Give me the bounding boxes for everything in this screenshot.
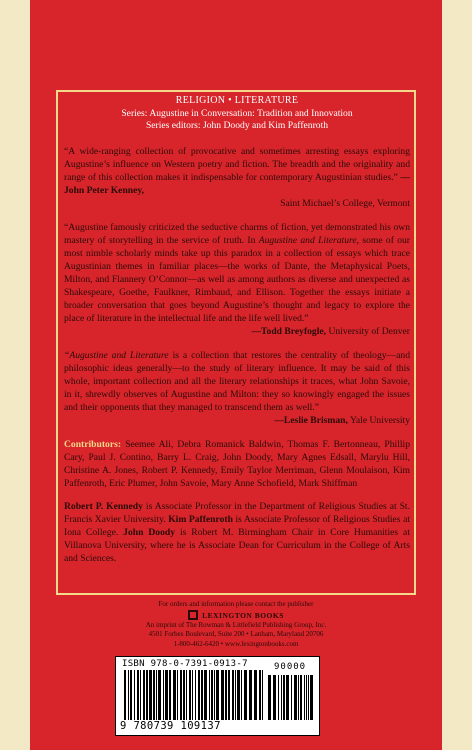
- publisher-name: LEXINGTON BOOKS: [202, 610, 284, 620]
- blurb-brisman: [64, 349, 410, 427]
- category-title: RELIGION • LITERATURE: [175, 95, 299, 106]
- publisher-block: [30, 600, 442, 649]
- bio-text-kennedy: is Associate Professor in the Department of Religious Studies at St. Francis Xavier University.: [64, 500, 411, 525]
- blurb-text: is a collection that restores the centrality of theology—and philosophic ideas generally—to the study of literary influence. It may be said of this whole, important collection and all the literary relationships it traces, what John Savoie, in it, shrewdly observes of Augustine and Milton: they so knowingly engaged the issues and their opponents that they managed to transcend them as well.”: [64, 349, 410, 413]
- blurb-affiliation: Saint Michael’s College, Vermont: [280, 197, 410, 209]
- blurb-book-title: Augustine and Literature: [258, 234, 357, 246]
- series-line: Series: Augustine in Conversation: Tradition and Innovation: [121, 107, 353, 119]
- blurb-kenney: [64, 145, 410, 210]
- right-cream-border: [448, 0, 472, 750]
- blurb-author: —John Peter Kenney,: [64, 171, 410, 196]
- series-header: [64, 95, 410, 133]
- imprint-line: An imprint of The Rowman & Littlefield Publishing Group, Inc.: [145, 621, 327, 630]
- contributors-label: Contributors:: [64, 438, 122, 450]
- blurb-text: “A wide-ranging collection of provocative and sometimes arresting essays exploring Augustine’s influence on Western poetry and fiction. The breadth and the originality and range of this collection makes it indispensable for contemporary Augustinian studies.”: [64, 145, 410, 183]
- bio-text-doody: is Robert M. Birmingham Chair in Core Humanities at Villanova University, where he is Associate Dean for Curriculum in the College of Arts and Sciences.: [64, 526, 410, 564]
- bio-text-paffenroth: is Associate Professor of Religious Studies at Iona College.: [64, 513, 410, 538]
- blurb-text-b: , some of our most nimble scholarly minds take up this paradox in a collection of essays which trace Augustinian themes in familiar places—the works of Dante, the Metaphysical Poets, Milton, and Flannery O’Connor—as well as among authors as diverse and unexpected as Shakespeare, Goethe, Faulkner, Rimbaud, and Ellison. Together the essays initiate a broader conversation that goes beyond Augustine’s thought and legacy to explore the place of literature in the intellectual life and the life well lived.”: [64, 234, 410, 324]
- editor-bios: [64, 500, 410, 565]
- bio-name-paffenroth: Kim Paffenroth: [168, 513, 233, 525]
- isbn-barcode: [115, 656, 320, 736]
- left-cream-border: [0, 0, 24, 750]
- blurb-author: —Todd Breyfogle,: [251, 325, 327, 337]
- address-line: 4501 Forbes Boulevard, Suite 200 • Lanham, Maryland 20706: [148, 630, 324, 639]
- orders-line: For orders and information please contact the publisher: [158, 600, 314, 608]
- contributors-block: [64, 438, 410, 490]
- contact-line: 1-800-462-6420 • www.lexingtonbooks.com: [173, 639, 299, 648]
- bio-name-doody: John Doody: [123, 526, 176, 538]
- barcode-addon-bars-icon: [268, 675, 314, 720]
- cover-text: [64, 95, 410, 565]
- bio-name-kennedy: Robert P. Kennedy: [64, 500, 143, 512]
- barcode-bars-icon: [124, 670, 264, 720]
- editors-line: Series editors: John Doody and Kim Paffenroth: [145, 120, 329, 131]
- blurb-breyfogle: [64, 221, 410, 338]
- blurb-author: —Leslie Brisman,: [274, 414, 348, 426]
- contributors-names: Seemee Ali, Debra Romanick Baldwin, Thomas F. Bertonneau, Phillip Cary, Paul J. Contino, Barry L. Craig, John Doody, Mary Agnes Edsall, Marylu Hill, Christine A. Jones, Robert P. Kennedy, Emily Taylor Merriman, Glenn Moulaison, Kim Paffenroth, Eric Plumer, John Savoie, Mary Anne Schofield, Mark Shiffman: [64, 438, 410, 489]
- blurb-book-title: “Augustine and Literature: [64, 349, 169, 361]
- price-code: 90000: [274, 662, 307, 672]
- blurb-text-a: “Augustine famously criticized the seductive charms of fiction, yet demonstrated his own mastery of storytelling in the service of truth. In: [64, 221, 410, 246]
- publisher-logo: [30, 610, 442, 620]
- isbn-text: ISBN 978-0-7391-0913-7: [122, 659, 248, 669]
- blurb-affiliation: Yale University: [349, 414, 410, 426]
- barcode-digits: 9 780739 109137: [120, 720, 221, 732]
- blurb-affiliation: University of Denver: [328, 325, 410, 337]
- lexington-logo-icon: [188, 610, 198, 620]
